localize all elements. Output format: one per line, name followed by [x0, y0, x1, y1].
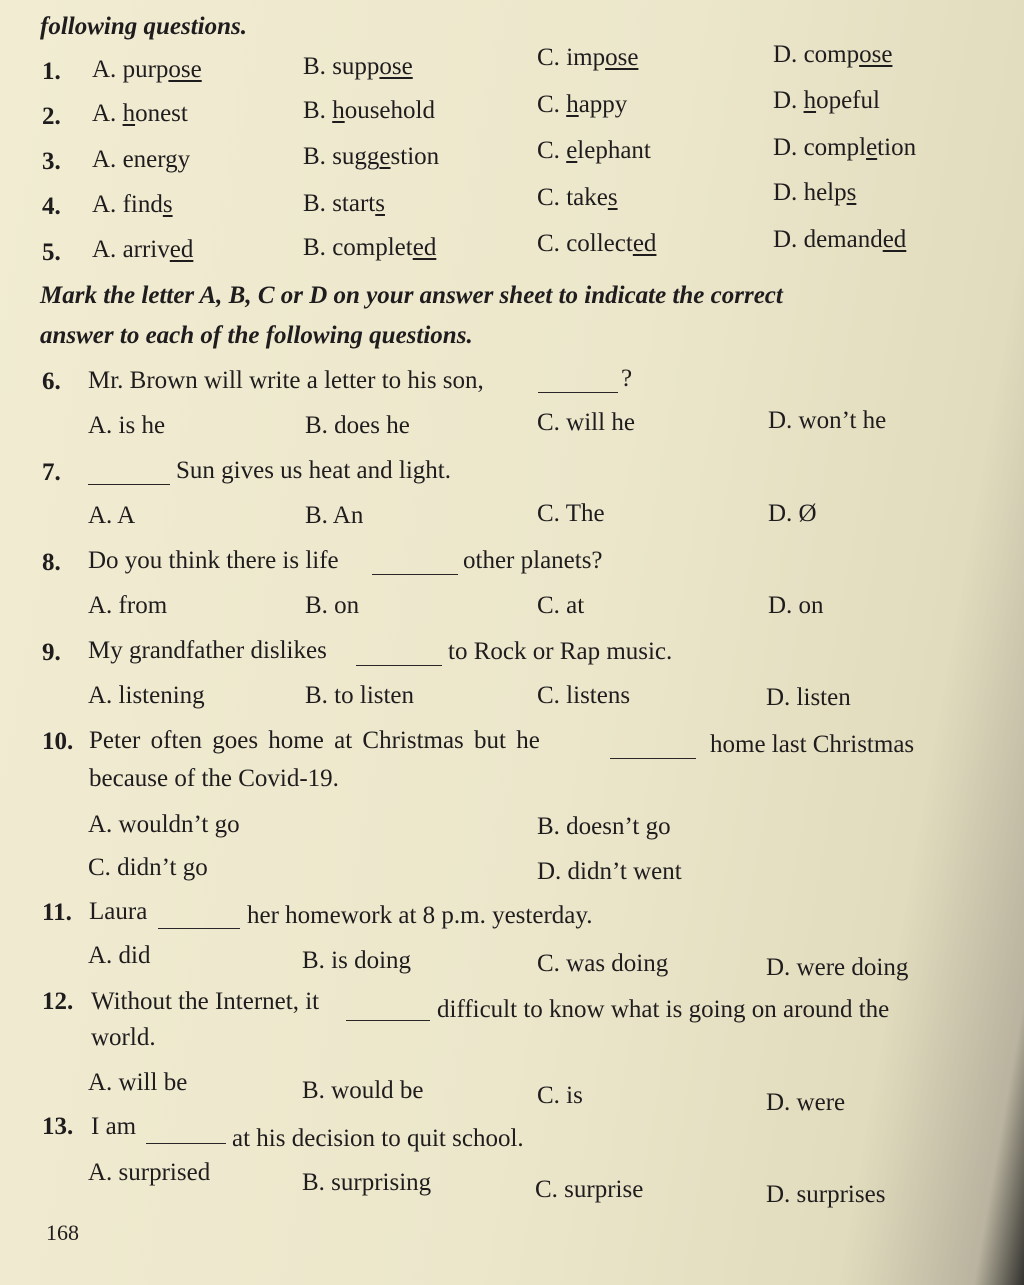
option-c[interactable]: C. is — [537, 1082, 583, 1109]
option-b[interactable]: B. completed — [303, 234, 437, 261]
question-number: 6. — [42, 368, 61, 395]
option-a[interactable]: A. purpose — [92, 56, 202, 83]
option-b[interactable]: B. suggestion — [303, 143, 440, 170]
option-c[interactable]: C. will he — [537, 409, 635, 436]
option-a[interactable]: A. listening — [88, 682, 205, 709]
question-stem-end: home last Christmas — [710, 731, 915, 758]
instruction-line: Mark the letter A, B, C or D on your answer sheet to indicate the correct — [40, 282, 783, 309]
option-b[interactable]: B. starts — [303, 190, 385, 217]
question-stem: Without the Internet, it — [91, 988, 320, 1015]
option-d[interactable]: D. demanded — [773, 226, 907, 253]
question-number: 1. — [42, 58, 61, 85]
option-c[interactable]: C. collected — [537, 230, 657, 257]
option-c[interactable]: C. didn’t go — [88, 854, 208, 881]
section-intro-heading: following questions. — [40, 13, 247, 40]
option-c[interactable]: C. takes — [537, 184, 618, 211]
question-number: 4. — [42, 193, 61, 220]
option-c[interactable]: C. impose — [537, 44, 639, 71]
question-number: 7. — [42, 459, 61, 486]
option-c[interactable]: C. elephant — [537, 137, 651, 164]
option-d[interactable]: D. surprises — [766, 1181, 886, 1208]
question-stem-end: ? — [621, 365, 633, 392]
option-b[interactable]: B. An — [305, 502, 364, 529]
option-b[interactable]: B. doesn’t go — [537, 813, 671, 840]
option-d[interactable]: D. didn’t went — [537, 858, 682, 885]
option-b[interactable]: B. does he — [305, 412, 410, 439]
option-a[interactable]: A. wouldn’t go — [88, 811, 240, 838]
question-number: 9. — [42, 639, 61, 666]
option-b[interactable]: B. household — [303, 97, 435, 124]
option-a[interactable]: A. energy — [92, 146, 191, 173]
option-b[interactable]: B. suppose — [303, 53, 413, 80]
option-d[interactable]: D. listen — [766, 684, 851, 711]
answer-blank[interactable] — [372, 574, 458, 575]
answer-blank[interactable] — [538, 392, 618, 393]
option-c[interactable]: C. at — [537, 592, 585, 619]
question-stem: Laura — [89, 898, 148, 925]
option-d[interactable]: D. hopeful — [773, 87, 880, 114]
option-b[interactable]: B. to listen — [305, 682, 415, 709]
question-number: 3. — [42, 148, 61, 175]
option-c[interactable]: C. happy — [537, 91, 628, 118]
option-a[interactable]: A. surprised — [88, 1159, 211, 1186]
option-d[interactable]: D. completion — [773, 134, 917, 161]
option-d[interactable]: D. were — [766, 1089, 846, 1116]
option-d[interactable]: D. compose — [773, 41, 893, 68]
option-d[interactable]: D. won’t he — [768, 407, 887, 434]
question-stem-end: difficult to know what is going on around the — [437, 996, 890, 1023]
option-c[interactable]: C. listens — [537, 682, 631, 709]
question-stem-end: to Rock or Rap music. — [448, 638, 673, 665]
option-b[interactable]: B. would be — [302, 1077, 424, 1104]
question-stem: Mr. Brown will write a letter to his son, — [88, 367, 484, 394]
option-d[interactable]: D. helps — [773, 179, 857, 206]
question-number: 2. — [42, 103, 61, 130]
answer-blank[interactable] — [346, 1020, 430, 1021]
question-number: 10. — [42, 728, 74, 755]
question-stem-end: her homework at 8 p.m. yesterday. — [247, 902, 593, 929]
answer-blank[interactable] — [88, 484, 170, 485]
option-a[interactable]: A. will be — [88, 1069, 188, 1096]
option-d[interactable]: D. on — [768, 592, 824, 619]
question-stem: Peter often goes home at Christmas but he — [89, 727, 540, 754]
option-a[interactable]: A. from — [88, 592, 168, 619]
option-b[interactable]: B. surprising — [302, 1169, 432, 1196]
question-number: 5. — [42, 239, 61, 266]
question-stem: My grandfather dislikes — [88, 637, 327, 664]
question-number: 11. — [42, 899, 72, 926]
option-a[interactable]: A. A — [88, 502, 136, 529]
option-a[interactable]: A. finds — [92, 191, 173, 218]
option-a[interactable]: A. arrived — [92, 236, 194, 263]
instruction-line: answer to each of the following questions. — [40, 322, 473, 349]
question-stem-continuation: world. — [91, 1024, 156, 1051]
answer-blank[interactable] — [356, 665, 442, 666]
option-a[interactable]: A. did — [88, 942, 151, 969]
question-number: 12. — [42, 988, 74, 1015]
option-a[interactable]: A. honest — [92, 100, 188, 127]
question-stem: I am — [91, 1113, 137, 1140]
option-c[interactable]: C. was doing — [537, 950, 669, 977]
question-stem-continuation: because of the Covid-19. — [89, 765, 339, 792]
page-number: 168 — [46, 1220, 79, 1245]
question-number: 8. — [42, 549, 61, 576]
option-b[interactable]: B. is doing — [302, 947, 412, 974]
option-b[interactable]: B. on — [305, 592, 360, 619]
option-c[interactable]: C. surprise — [535, 1176, 644, 1203]
question-stem: Sun gives us heat and light. — [176, 457, 451, 484]
answer-blank[interactable] — [146, 1143, 226, 1144]
question-stem-end: at his decision to quit school. — [232, 1125, 524, 1152]
option-d[interactable]: D. were doing — [766, 954, 909, 981]
answer-blank[interactable] — [158, 928, 240, 929]
question-stem-end: other planets? — [463, 547, 603, 574]
answer-blank[interactable] — [610, 758, 696, 759]
option-a[interactable]: A. is he — [88, 412, 166, 439]
question-number: 13. — [42, 1113, 74, 1140]
option-d[interactable]: D. Ø — [768, 500, 817, 527]
question-stem: Do you think there is life — [88, 547, 339, 574]
option-c[interactable]: C. The — [537, 500, 605, 527]
